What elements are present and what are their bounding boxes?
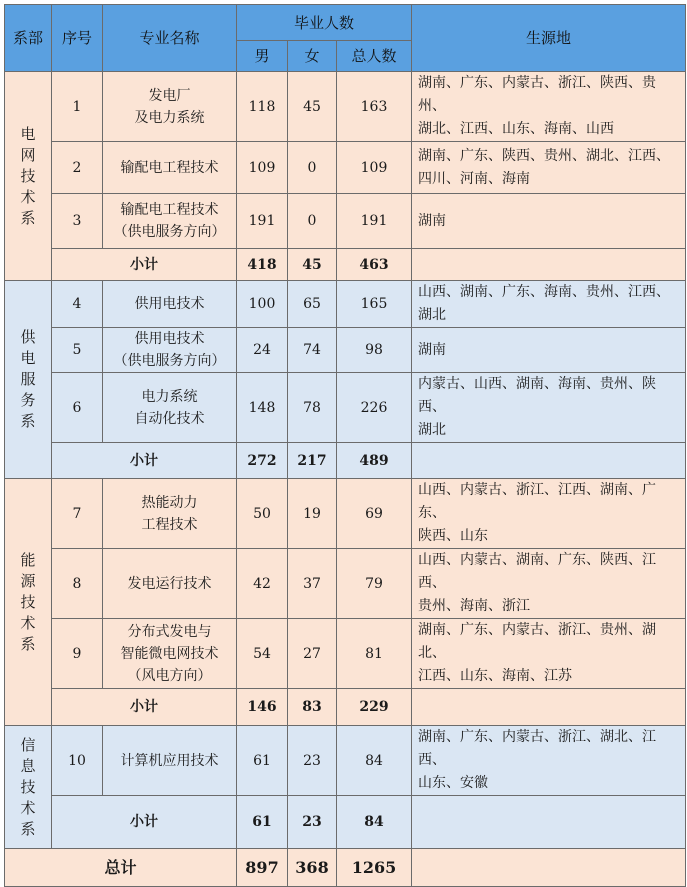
table-row — [5, 281, 686, 328]
major-name: 分布式发电与 智能微电网技术 （风电方向） — [103, 619, 237, 689]
grand-total-male: 897 — [237, 849, 288, 887]
origin-cell: 内蒙古、山西、湖南、海南、贵州、陕西、 湖北 — [412, 373, 686, 443]
major-name: 供用电技术 （供电服务方向） — [103, 328, 237, 373]
subtotal-label: 小计 — [52, 249, 237, 281]
total-count: 109 — [337, 142, 412, 194]
header-origin: 生源地 — [412, 5, 686, 72]
dept-cell — [5, 726, 52, 849]
subtotal-row — [5, 689, 686, 726]
subtotal-label: 小计 — [52, 796, 237, 849]
grand-total-total: 1265 — [337, 849, 412, 887]
total-count: 165 — [337, 281, 412, 328]
row-no: 8 — [52, 549, 103, 619]
subtotal-female: 23 — [288, 796, 337, 849]
table-row — [5, 328, 686, 373]
female-count: 74 — [288, 328, 337, 373]
origin-cell: 山西、内蒙古、湖南、广东、陕西、江西、 贵州、海南、浙江 — [412, 549, 686, 619]
major-name: 电力系统 自动化技术 — [103, 373, 237, 443]
row-no: 2 — [52, 142, 103, 194]
subtotal-female: 83 — [288, 689, 337, 726]
origin-cell: 湖南 — [412, 194, 686, 249]
dept-cell — [5, 72, 52, 281]
female-count: 27 — [288, 619, 337, 689]
female-count: 19 — [288, 479, 337, 549]
grand-total-row — [5, 849, 686, 887]
dept-name: 信息技术系 — [20, 735, 36, 838]
total-count: 81 — [337, 619, 412, 689]
major-name: 输配电工程技术 — [103, 142, 237, 194]
male-count: 50 — [237, 479, 288, 549]
header-major: 专业名称 — [103, 5, 237, 72]
subtotal-female: 217 — [288, 443, 337, 479]
subtotal-total: 229 — [337, 689, 412, 726]
dept-cell — [5, 281, 52, 479]
header-grads: 毕业人数 — [237, 5, 412, 41]
header-male: 男 — [237, 41, 288, 72]
table-row — [5, 479, 686, 549]
total-count: 226 — [337, 373, 412, 443]
subtotal-total: 463 — [337, 249, 412, 281]
female-count: 78 — [288, 373, 337, 443]
subtotal-label: 小计 — [52, 443, 237, 479]
table-row — [5, 142, 686, 194]
grand-total-origin — [412, 849, 686, 887]
subtotal-row — [5, 249, 686, 281]
total-count: 163 — [337, 72, 412, 142]
total-count: 191 — [337, 194, 412, 249]
origin-cell: 湖南、广东、内蒙古、浙江、贵州、湖北、 江西、山东、海南、江苏 — [412, 619, 686, 689]
dept-cell — [5, 479, 52, 726]
major-name: 发电运行技术 — [103, 549, 237, 619]
header-female: 女 — [288, 41, 337, 72]
table-row — [5, 194, 686, 249]
origin-cell: 湖南 — [412, 328, 686, 373]
male-count: 191 — [237, 194, 288, 249]
subtotal-row — [5, 443, 686, 479]
subtotal-total: 489 — [337, 443, 412, 479]
row-no: 1 — [52, 72, 103, 142]
row-no: 5 — [52, 328, 103, 373]
male-count: 24 — [237, 328, 288, 373]
female-count: 23 — [288, 726, 337, 796]
total-count: 84 — [337, 726, 412, 796]
row-no: 4 — [52, 281, 103, 328]
subtotal-origin — [412, 249, 686, 281]
dept-name: 电网技术系 — [20, 124, 36, 227]
origin-cell: 山西、湖南、广东、海南、贵州、江西、 湖北 — [412, 281, 686, 328]
row-no: 10 — [52, 726, 103, 796]
dept-name: 供电服务系 — [20, 328, 36, 430]
male-count: 42 — [237, 549, 288, 619]
male-count: 61 — [237, 726, 288, 796]
subtotal-origin — [412, 796, 686, 849]
origin-cell: 湖南、广东、内蒙古、浙江、湖北、江西、 山东、安徽 — [412, 726, 686, 796]
major-name: 发电厂 及电力系统 — [103, 72, 237, 142]
table-row — [5, 72, 686, 142]
total-count: 69 — [337, 479, 412, 549]
male-count: 54 — [237, 619, 288, 689]
total-count: 79 — [337, 549, 412, 619]
origin-cell: 湖南、广东、陕西、贵州、湖北、江西、 四川、河南、海南 — [412, 142, 686, 194]
subtotal-male: 61 — [237, 796, 288, 849]
subtotal-label: 小计 — [52, 689, 237, 726]
major-name: 热能动力 工程技术 — [103, 479, 237, 549]
female-count: 0 — [288, 142, 337, 194]
table-row — [5, 726, 686, 796]
row-no: 3 — [52, 194, 103, 249]
origin-cell: 湖南、广东、内蒙古、浙江、陕西、贵州、 湖北、江西、山东、海南、山西 — [412, 72, 686, 142]
row-no: 7 — [52, 479, 103, 549]
origin-cell: 山西、内蒙古、浙江、江西、湖南、广东、 陕西、山东 — [412, 479, 686, 549]
table-row — [5, 373, 686, 443]
male-count: 100 — [237, 281, 288, 328]
grand-total-female: 368 — [288, 849, 337, 887]
header-total: 总人数 — [337, 41, 412, 72]
female-count: 0 — [288, 194, 337, 249]
subtotal-total: 84 — [337, 796, 412, 849]
subtotal-male: 418 — [237, 249, 288, 281]
subtotal-male: 146 — [237, 689, 288, 726]
major-name: 计算机应用技术 — [103, 726, 237, 796]
subtotal-male: 272 — [237, 443, 288, 479]
total-count: 98 — [337, 328, 412, 373]
row-no: 9 — [52, 619, 103, 689]
male-count: 109 — [237, 142, 288, 194]
major-name: 供用电技术 — [103, 281, 237, 328]
table-row — [5, 619, 686, 689]
header-no: 序号 — [52, 5, 103, 72]
female-count: 45 — [288, 72, 337, 142]
female-count: 65 — [288, 281, 337, 328]
subtotal-origin — [412, 689, 686, 726]
graduates-table — [4, 4, 686, 887]
male-count: 148 — [237, 373, 288, 443]
table-row — [5, 549, 686, 619]
dept-name: 能源技术系 — [20, 550, 36, 653]
subtotal-origin — [412, 443, 686, 479]
grand-total-label: 总计 — [5, 849, 237, 887]
major-name: 输配电工程技术 （供电服务方向） — [103, 194, 237, 249]
male-count: 118 — [237, 72, 288, 142]
female-count: 37 — [288, 549, 337, 619]
subtotal-female: 45 — [288, 249, 337, 281]
row-no: 6 — [52, 373, 103, 443]
subtotal-row — [5, 796, 686, 849]
header-dept: 系部 — [5, 5, 52, 72]
